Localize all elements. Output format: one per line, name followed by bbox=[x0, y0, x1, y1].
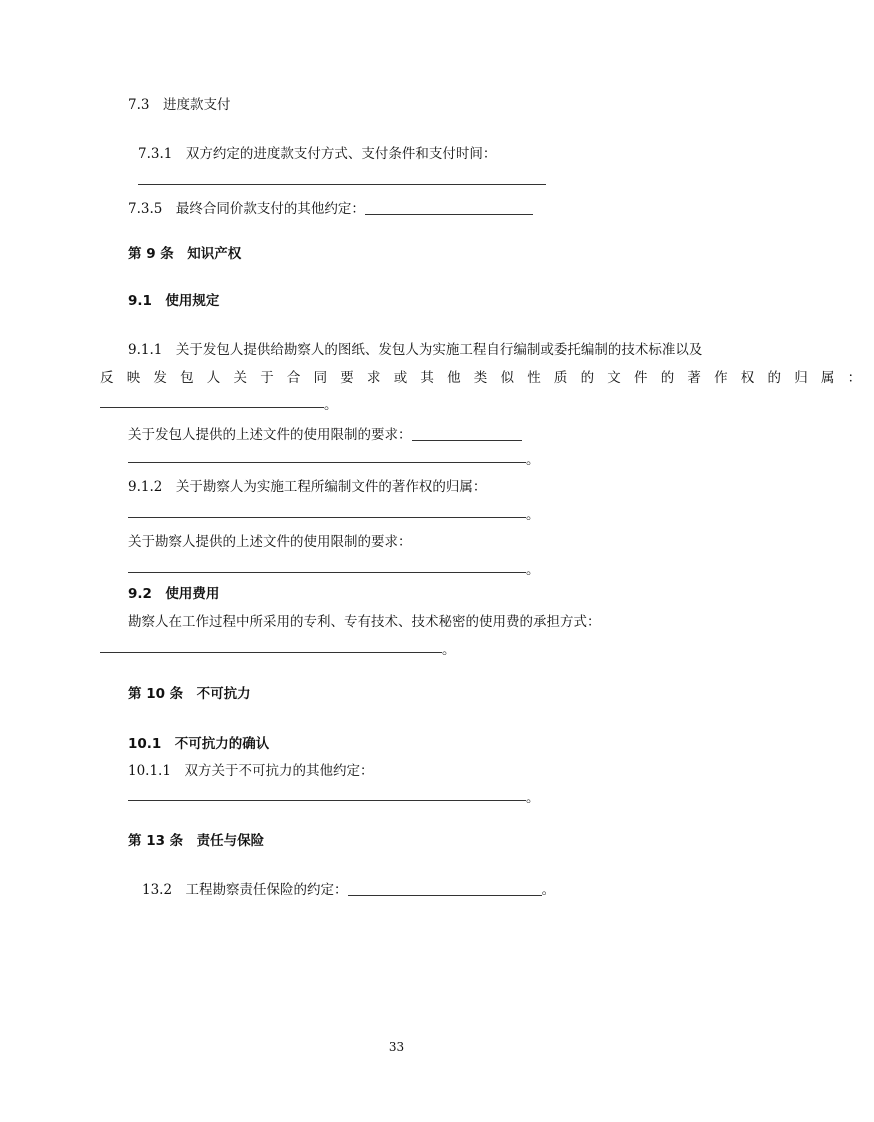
section-10-1-heading: 10.1 不可抗力的确认 bbox=[128, 736, 270, 752]
period-10-1-1: 。 bbox=[526, 790, 540, 806]
page-number: 33 bbox=[388, 1040, 405, 1054]
blank-9-1-1-restriction-b[interactable] bbox=[128, 462, 526, 463]
section-7-3-heading: 7.3 进度款支付 bbox=[128, 97, 231, 113]
section-13-2-text bbox=[142, 881, 555, 899]
section-7-3-1-text: 7.3.1 双方约定的进度款支付方式、支付条件和支付时间： bbox=[138, 146, 497, 162]
period-13-2: 。 bbox=[541, 882, 556, 898]
period-9-1-2: 。 bbox=[526, 507, 540, 523]
blank-9-1-2[interactable] bbox=[128, 517, 526, 518]
section-9-2-text: 勘察人在工作过程中所采用的专利、专有技术、技术秘密的使用费的承担方式： bbox=[128, 614, 601, 630]
blank-10-1-1[interactable] bbox=[128, 800, 526, 801]
section-7-3-5-label: 7.3.5 最终合同价款支付的其他约定： bbox=[128, 201, 365, 217]
section-9-1-2-restriction: 关于勘察人提供的上述文件的使用限制的要求： bbox=[128, 534, 412, 550]
period-9-2: 。 bbox=[442, 642, 456, 658]
blank-9-1-2-restriction[interactable] bbox=[128, 572, 526, 573]
blank-9-1-1-restriction-a[interactable] bbox=[412, 426, 522, 441]
section-9-2-heading: 9.2 使用费用 bbox=[128, 586, 220, 602]
article-9-heading: 第 9 条 知识产权 bbox=[128, 246, 242, 262]
section-13-2-label: 13.2 工程勘察责任保险的约定： bbox=[142, 882, 348, 898]
section-9-1-2-text: 9.1.2 关于勘察人为实施工程所编制文件的著作权的归属： bbox=[128, 479, 487, 495]
blank-7-3-1[interactable] bbox=[138, 184, 546, 185]
restriction-label-employer: 关于发包人提供的上述文件的使用限制的要求： bbox=[128, 427, 412, 443]
blank-9-2[interactable] bbox=[100, 652, 442, 653]
blank-7-3-5[interactable] bbox=[365, 200, 533, 215]
section-9-1-heading: 9.1 使用规定 bbox=[128, 293, 220, 309]
blank-9-1-1-ownership[interactable] bbox=[100, 407, 324, 408]
period-9-1-2-restriction: 。 bbox=[526, 562, 540, 578]
section-9-1-1-line1: 9.1.1 关于发包人提供给勘察人的图纸、发包人为实施工程自行编制或委托编制的技术标准以及 bbox=[128, 342, 703, 358]
section-7-3-5-text bbox=[128, 200, 533, 218]
period-9-1-1-restriction: 。 bbox=[526, 452, 540, 468]
section-10-1-1-text: 10.1.1 双方关于不可抗力的其他约定： bbox=[128, 763, 374, 779]
section-9-1-1-line2: 反映发包人关于合同要求或其他类似性质的文件的著作权的归属： bbox=[100, 370, 874, 386]
article-10-heading: 第 10 条 不可抗力 bbox=[128, 686, 251, 702]
section-9-1-1-restriction bbox=[128, 426, 522, 444]
period-9-1-1: 。 bbox=[324, 397, 338, 413]
article-13-heading: 第 13 条 责任与保险 bbox=[128, 833, 265, 849]
blank-13-2[interactable] bbox=[348, 881, 542, 896]
